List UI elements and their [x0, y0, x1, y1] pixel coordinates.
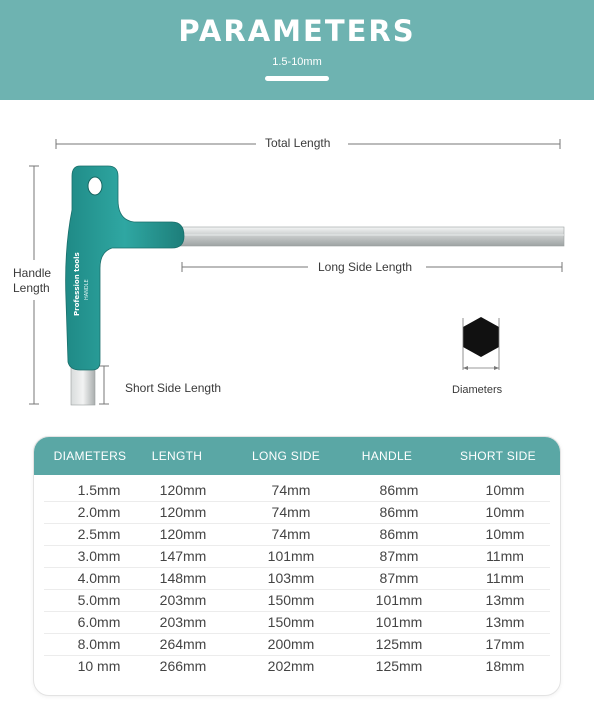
header-divider — [265, 76, 329, 81]
short-shaft — [71, 365, 95, 405]
cell-handle: 125mm — [375, 636, 423, 652]
cell-short-side: 13mm — [485, 614, 525, 630]
handle-brand-text: Profession tools — [73, 252, 81, 316]
hexagon-cross-section — [463, 317, 499, 357]
cell-short-side: 18mm — [485, 658, 525, 674]
cell-long-side: 74mm — [271, 482, 311, 498]
cell-length: 203mm — [159, 592, 207, 608]
table-row — [44, 655, 550, 677]
cell-diameter: 10 mm — [77, 658, 121, 674]
cell-diameter: 1.5mm — [77, 482, 121, 498]
cell-length: 120mm — [159, 504, 207, 520]
cell-length: 203mm — [159, 614, 207, 630]
cell-long-side: 103mm — [267, 570, 315, 586]
header-handle: HANDLE — [361, 449, 413, 463]
table-row — [44, 545, 550, 568]
cell-handle: 101mm — [375, 592, 423, 608]
handle-grip — [66, 166, 184, 370]
cell-short-side: 10mm — [485, 482, 525, 498]
long-side-length-label: Long Side Length — [318, 260, 413, 274]
cell-short-side: 13mm — [485, 592, 525, 608]
page-subtitle: 1.5-10mm — [272, 56, 322, 68]
header-short-side: SHORT SIDE — [460, 449, 536, 463]
table-row — [44, 611, 550, 634]
cell-handle: 86mm — [379, 504, 419, 520]
cell-diameter: 4.0mm — [77, 570, 121, 586]
cell-length: 266mm — [159, 658, 207, 674]
parameters-table — [33, 436, 561, 696]
cell-length: 120mm — [159, 482, 207, 498]
long-shaft — [178, 227, 564, 246]
handle-hole — [88, 177, 102, 195]
cell-diameter: 6.0mm — [77, 614, 121, 630]
cell-diameter: 8.0mm — [77, 636, 121, 652]
total-length-label: Total Length — [265, 136, 331, 150]
short-side-length-label: Short Side Length — [125, 381, 222, 395]
cell-diameter: 3.0mm — [77, 548, 121, 564]
cell-long-side: 74mm — [271, 504, 311, 520]
cell-length: 120mm — [159, 526, 207, 542]
diameters-label: Diameters — [452, 384, 503, 396]
handle-model-text: HANDLE — [84, 279, 90, 300]
cell-long-side: 200mm — [267, 636, 315, 652]
cell-handle: 86mm — [379, 482, 419, 498]
table-row — [44, 589, 550, 612]
page-title: PARAMETERS — [178, 14, 416, 48]
table-row — [44, 633, 550, 656]
cell-long-side: 74mm — [271, 526, 311, 542]
table-row — [44, 567, 550, 590]
cell-short-side: 11mm — [486, 548, 524, 564]
table-row — [44, 523, 550, 546]
cell-handle: 125mm — [375, 658, 423, 674]
cell-long-side: 202mm — [267, 658, 315, 674]
handle-length-label-line2: Length — [13, 281, 50, 295]
cell-length: 147mm — [159, 548, 207, 564]
table-row — [44, 479, 550, 502]
cell-short-side: 10mm — [485, 526, 525, 542]
header-banner — [0, 0, 594, 100]
cell-diameter: 5.0mm — [77, 592, 121, 608]
header-long-side: LONG SIDE — [251, 449, 321, 463]
cell-long-side: 150mm — [267, 614, 315, 630]
cell-diameter: 2.0mm — [77, 504, 121, 520]
cell-length: 264mm — [159, 636, 207, 652]
cell-short-side: 11mm — [486, 570, 524, 586]
cell-short-side: 17mm — [485, 636, 525, 652]
cell-length: 148mm — [159, 570, 207, 586]
cell-diameter: 2.5mm — [77, 526, 121, 542]
header-length: LENGTH — [151, 449, 203, 463]
cell-short-side: 10mm — [485, 504, 525, 520]
cell-long-side: 101mm — [267, 548, 315, 564]
cell-handle: 87mm — [379, 548, 419, 564]
table-header — [34, 437, 560, 475]
handle-length-label-line1: Handle — [13, 266, 52, 280]
table-row — [44, 501, 550, 524]
cell-handle: 86mm — [379, 526, 419, 542]
cell-handle: 87mm — [379, 570, 419, 586]
cell-handle: 101mm — [375, 614, 423, 630]
cell-long-side: 150mm — [267, 592, 315, 608]
short-side-length-line — [99, 366, 109, 404]
header-diameters: DIAMETERS — [53, 449, 127, 463]
